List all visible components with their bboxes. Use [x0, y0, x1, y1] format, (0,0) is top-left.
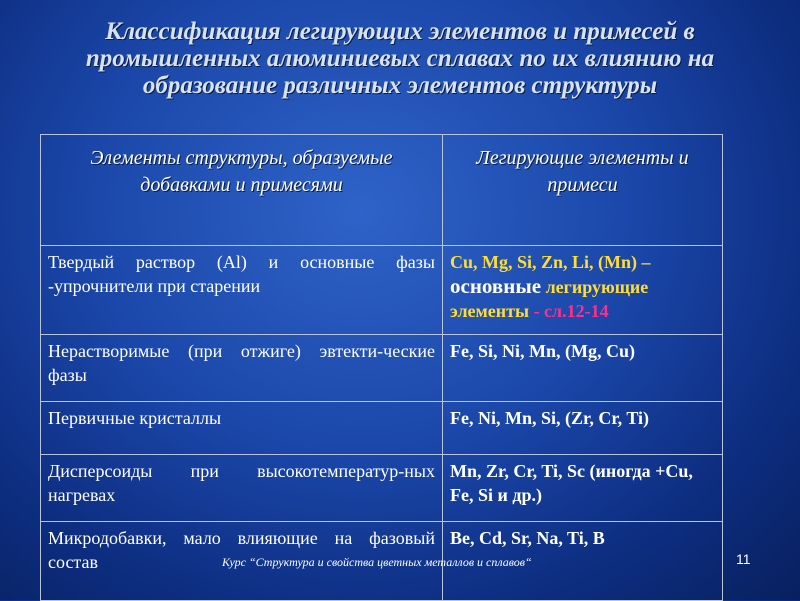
- cell-elements: [443, 246, 723, 335]
- header-alloying-elements: Легирующие элементы и примеси: [443, 135, 723, 246]
- elements-main-word: основные: [450, 274, 542, 298]
- table-row: [41, 402, 723, 455]
- table-row: [41, 455, 723, 522]
- table-row: [41, 246, 723, 335]
- cell-structure: Нерастворимые (при отжиге) эвтекти-ческие фазы: [41, 335, 443, 402]
- cell-structure: Твердый раствор (Al) и основные фазы -упрочнители при старении: [41, 246, 443, 335]
- table-row: [41, 335, 723, 402]
- cell-elements: Be, Cd, Sr, Na, Ti, B: [443, 522, 723, 601]
- slide-title: [0, 18, 800, 99]
- slide-title-line-1: Классификация легирующих элементов и примесей в: [105, 18, 695, 45]
- slide-title-line-2: промышленных алюминиевых сплавах по их влиянию на: [85, 45, 715, 72]
- elements-list: Cu, Mg, Si, Zn, Li, (Mn) –: [450, 252, 651, 272]
- header-structure-elements: Элементы структуры, образуемые добавками и примесями: [41, 135, 443, 246]
- slide-reference: - сл.12-14: [533, 301, 609, 321]
- table-header-row: [41, 135, 723, 246]
- cell-structure: Первичные кристаллы: [41, 402, 443, 455]
- classification-table: [40, 134, 723, 601]
- page-number: 11: [736, 551, 751, 567]
- cell-elements: Fe, Ni, Mn, Si, (Zr, Cr, Ti): [443, 402, 723, 455]
- cell-structure: Микродобавки, мало влияющие на фазовый состав: [41, 522, 443, 601]
- cell-elements: Mn, Zr, Cr, Ti, Sc (иногда +Cu, Fe, Si и др.): [443, 455, 723, 522]
- elements-description: легирующие элементы: [450, 277, 649, 321]
- cell-structure: Дисперсоиды при высокотемператур-ных нагревах: [41, 455, 443, 522]
- course-footer: Курс “Структура и свойства цветных металлов и сплавов“: [222, 555, 532, 569]
- cell-elements: Fe, Si, Ni, Mn, (Mg, Cu): [443, 335, 723, 402]
- slide-title-line-3: образование различных элементов структуры: [142, 72, 658, 99]
